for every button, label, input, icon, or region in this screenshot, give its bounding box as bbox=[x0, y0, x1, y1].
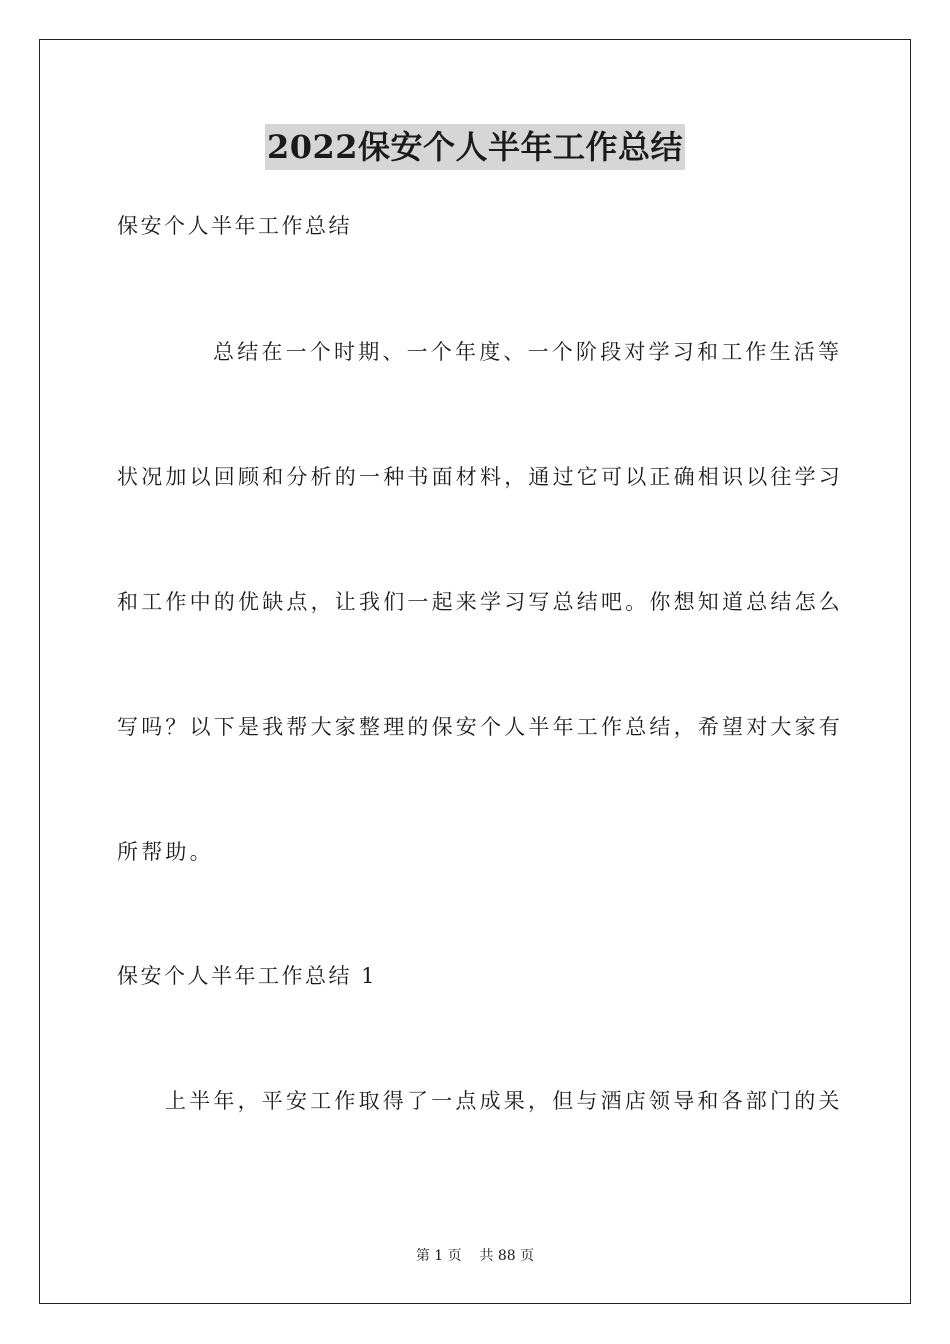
document-title: 2022保安个人半年工作总结 bbox=[265, 124, 685, 170]
page-number: 第 1 页 bbox=[415, 1248, 462, 1264]
paragraph-line: 写吗？以下是我帮大家整理的保安个人半年工作总结，希望对大家有 bbox=[117, 715, 843, 739]
page-footer bbox=[0, 1247, 950, 1265]
page-total: 共 88 页 bbox=[479, 1248, 535, 1264]
section-paragraph-line: 上半年，平安工作取得了一点成果，但与酒店领导和各部门的关 bbox=[165, 1089, 843, 1113]
title-container bbox=[0, 124, 950, 170]
section-heading: 保安个人半年工作总结 1 bbox=[117, 964, 378, 988]
paragraph-line: 状况加以回顾和分析的一种书面材料，通过它可以正确相识以往学习 bbox=[117, 465, 843, 489]
paragraph-line: 总结在一个时期、一个年度、一个阶段对学习和工作生活等 bbox=[213, 340, 843, 364]
paragraph-line: 和工作中的优缺点，让我们一起来学习写总结吧。你想知道总结怎么 bbox=[117, 590, 843, 614]
paragraph-line: 所帮助。 bbox=[117, 840, 214, 864]
document-subtitle: 保安个人半年工作总结 bbox=[117, 214, 352, 238]
